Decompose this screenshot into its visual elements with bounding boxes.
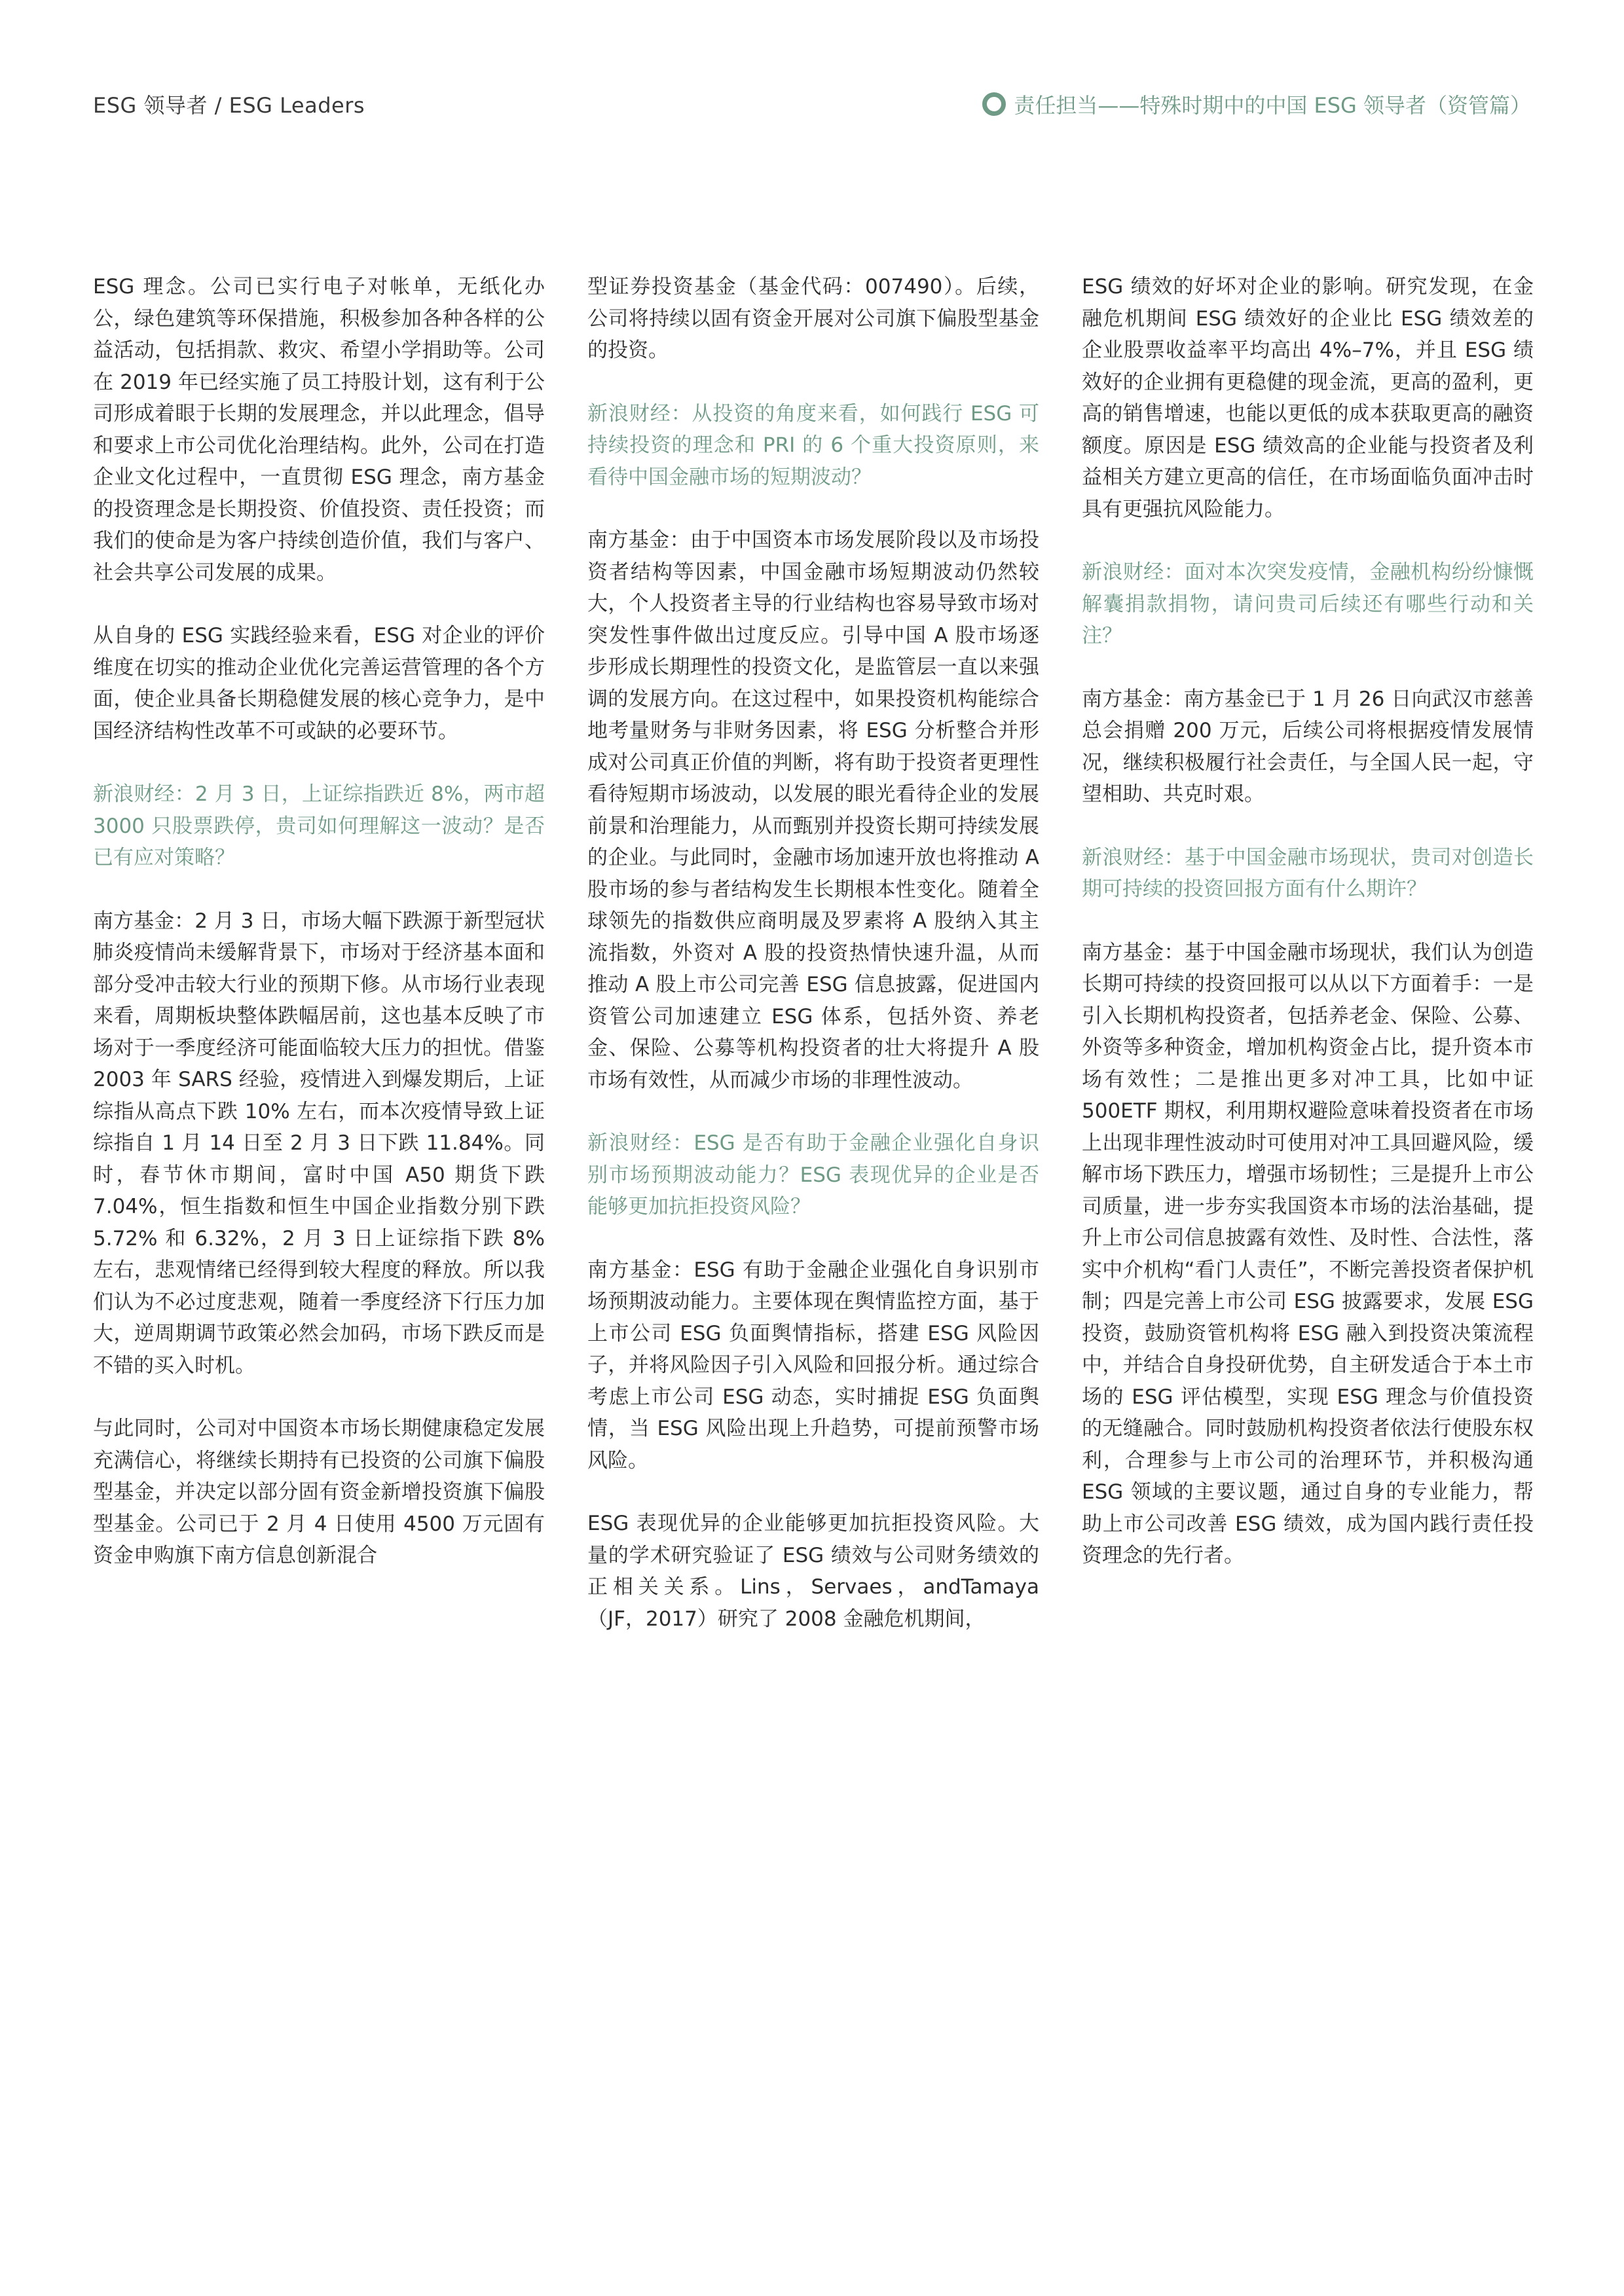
paragraph: 与此同时，公司对中国资本市场长期健康稳定发展充满信心，将继续长期持有已投资的公司旗下偏股型基金，并决定以部分固有资金新增投资旗下偏股型基金。公司已于 2 月 4 日使用 4500 万元固有资金申购旗下南方信息创新混合: [93, 1417, 545, 1567]
paragraph: ESG 理念。公司已实行电子对帐单，无纸化办公，绿色建筑等环保措施，积极参加各种各样的公益活动，包括捐款、救灾、希望小学捐助等。公司在 2019 年已经实施了员工持股计划，这有利于公司形成着眼于长期的发展理念，并以此理念，倡导和要求上市公司优化治理结构。此外，公司在打造企业文化过程中，一直贯彻 ESG 理念，南方基金的投资理念是长期投资、价值投资、责任投资；而我们的使命是为客户持续创造价值，我们与客户、社会共享公司发展的成果。: [93, 275, 545, 585]
paragraph: 型证券投资基金（基金代码：007490）。后续，公司将持续以固有资金开展对公司旗下偏股型基金的投资。: [587, 275, 1039, 362]
paragraph: 从自身的 ESG 实践经验来看，ESG 对企业的评价维度在切实的推动企业优化完善运营管理的各个方面，使企业具备长期稳健发展的核心竞争力，是中国经济结构性改革不可或缺的必要环节。: [93, 624, 545, 743]
column-1: [93, 271, 545, 1635]
paragraph: 南方基金：基于中国金融市场现状，我们认为创造长期可持续的投资回报可以从以下方面着手：一是引入长期机构投资者，包括养老金、保险、公募、外资等多种资金，增加机构资金占比，提升资本市场有效性；二是推出更多对冲工具，比如中证 500ETF 期权，利用期权避险意味着投资者在市场上出现非理性波动时可使用对冲工具回避风险，缓解市场下跌压力，增强市场韧性；三是提升上市公司质量，进一步夯实我国资本市场的法治基础，提升上市公司信息披露有效性、及时性、合法性，落实中介机构“看门人责任”，不断完善投资者保护机制；四是完善上市公司 ESG 披露要求，发展 ESG 投资，鼓励资管机构将 ESG 融入到投资决策流程中，并结合自身投研优势，自主研发适合于本土市场的 ESG 评估模型，实现 ESG 理念与价值投资的无缝融合。同时鼓励机构投资者依法行使股东权利，合理参与上市公司的治理环节，并积极沟通 ESG 领域的主要议题，通过自身的专业能力，帮助上市公司改善 ESG 绩效，成为国内践行责任投资理念的先行者。: [1082, 940, 1534, 1567]
paragraph: 南方基金：ESG 有助于金融企业强化自身识别市场预期波动能力。主要体现在舆情监控方面，基于上市公司 ESG 负面舆情指标，搭建 ESG 风险因子，并将风险因子引入风险和回报分析。通过综合考虑上市公司 ESG 动态，实时捕捉 ESG 负面舆情，当 ESG 风险出现上升趋势，可提前预警市场风险。: [587, 1258, 1039, 1472]
interview-question: 新浪财经：基于中国金融市场现状，贵司对创造长期可持续的投资回报方面有什么期许？: [1082, 845, 1534, 901]
paragraph: 南方基金：2 月 3 日，市场大幅下跌源于新型冠状肺炎疫情尚未缓解背景下，市场对于经济基本面和部分受冲击较大行业的预期下修。从市场行业表现来看，周期板块整体跌幅居前，这也基本反映了市场对于一季度经济可能面临较大压力的担忧。借鉴 2003 年 SARS 经验，疫情进入到爆发期后，上证综指从高点下跌 10% 左右，而本次疫情导致上证综指自 1 月 14 日至 2 月 3 日下跌 11.84%。同时，春节休市期间，富时中国 A50 期货下跌 7.04%，恒生指数和恒生中国企业指数分别下跌 5.72% 和 6.32%，2 月 3 日上证综指下跌 8% 左右，悲观情绪已经得到较大程度的释放。所以我们认为不必过度悲观，随着一季度经济下行压力加大，逆周期调节政策必然会加码，市场下跌反而是不错的买入时机。: [93, 909, 545, 1377]
paragraph: 南方基金：由于中国资本市场发展阶段以及市场投资者结构等因素，中国金融市场短期波动仍然较大，个人投资者主导的行业结构也容易导致市场对突发性事件做出过度反应。引导中国 A 股市场逐步形成长期理性的投资文化，是监管层一直以来强调的发展方向。在这过程中，如果投资机构能综合地考量财务与非财务因素，将 ESG 分析整合并形成对公司真正价值的判断，将有助于投资者更理性看待短期市场波动，以发展的眼光看待企业的发展前景和治理能力，从而甄别并投资长期可持续发展的企业。与此同时，金融市场加速开放也将推动 A 股市场的参与者结构发生长期根本性变化。随着全球领先的指数供应商明晟及罗素将 A 股纳入其主流指数，外资对 A 股的投资热情快速升温，从而推动 A 股上市公司完善 ESG 信息披露，促进国内资管公司加速建立 ESG 体系，包括外资、养老金、保险、公募等机构投资者的壮大将提升 A 股市场有效性，从而减少市场的非理性波动。: [587, 528, 1039, 1092]
paragraph: ESG 表现优异的企业能够更加抗拒投资风险。大量的学术研究验证了 ESG 绩效与公司财务绩效的正相关关系。Lins，Servaes，andTamaya（JF，2017）研究了 2008 金融危机期间，: [587, 1512, 1039, 1631]
column-2: [587, 271, 1039, 1635]
section-title: 责任担当——特殊时期中的中国 ESG 领导者（资管篇）: [1014, 93, 1531, 118]
paragraph: ESG 绩效的好坏对企业的影响。研究发现，在金融危机期间 ESG 绩效好的企业比 ESG 绩效差的企业股票收益率平均高出 4%–7%，并且 ESG 绩效好的企业拥有更稳健的现金流，更高的盈利，更高的销售增速，也能以更低的成本获取更高的融资额度。原因是 ESG 绩效高的企业能与投资者及利益相关方建立更高的信任，在市场面临负面冲击时具有更强抗风险能力。: [1082, 275, 1534, 521]
article-columns: [93, 271, 1534, 1635]
ring-icon: [982, 92, 1006, 116]
interview-question: 新浪财经：面对本次突发疫情，金融机构纷纷慷慨解囊捐款捐物，请问贵司后续还有哪些行动和关注？: [1082, 560, 1534, 647]
running-header-right: [982, 89, 1531, 119]
paragraph: 南方基金：南方基金已于 1 月 26 日向武汉市慈善总会捐赠 200 万元，后续公司将根据疫情发展情况，继续积极履行社会责任，与全国人民一起，守望相助、共克时艰。: [1082, 687, 1534, 806]
interview-question: 新浪财经：ESG 是否有助于金融企业强化自身识别市场预期波动能力？ESG 表现优异的企业是否能够更加抗拒投资风险？: [587, 1131, 1039, 1218]
column-3: [1082, 271, 1534, 1635]
running-header-left: ESG 领导者 / ESG Leaders: [93, 93, 365, 118]
interview-question: 新浪财经：从投资的角度来看，如何践行 ESG 可持续投资的理念和 PRI 的 6 个重大投资原则，来看待中国金融市场的短期波动？: [587, 401, 1039, 489]
interview-question: 新浪财经：2 月 3 日，上证综指跌近 8%，两市超 3000 只股票跌停，贵司如何理解这一波动？是否已有应对策略？: [93, 782, 545, 869]
